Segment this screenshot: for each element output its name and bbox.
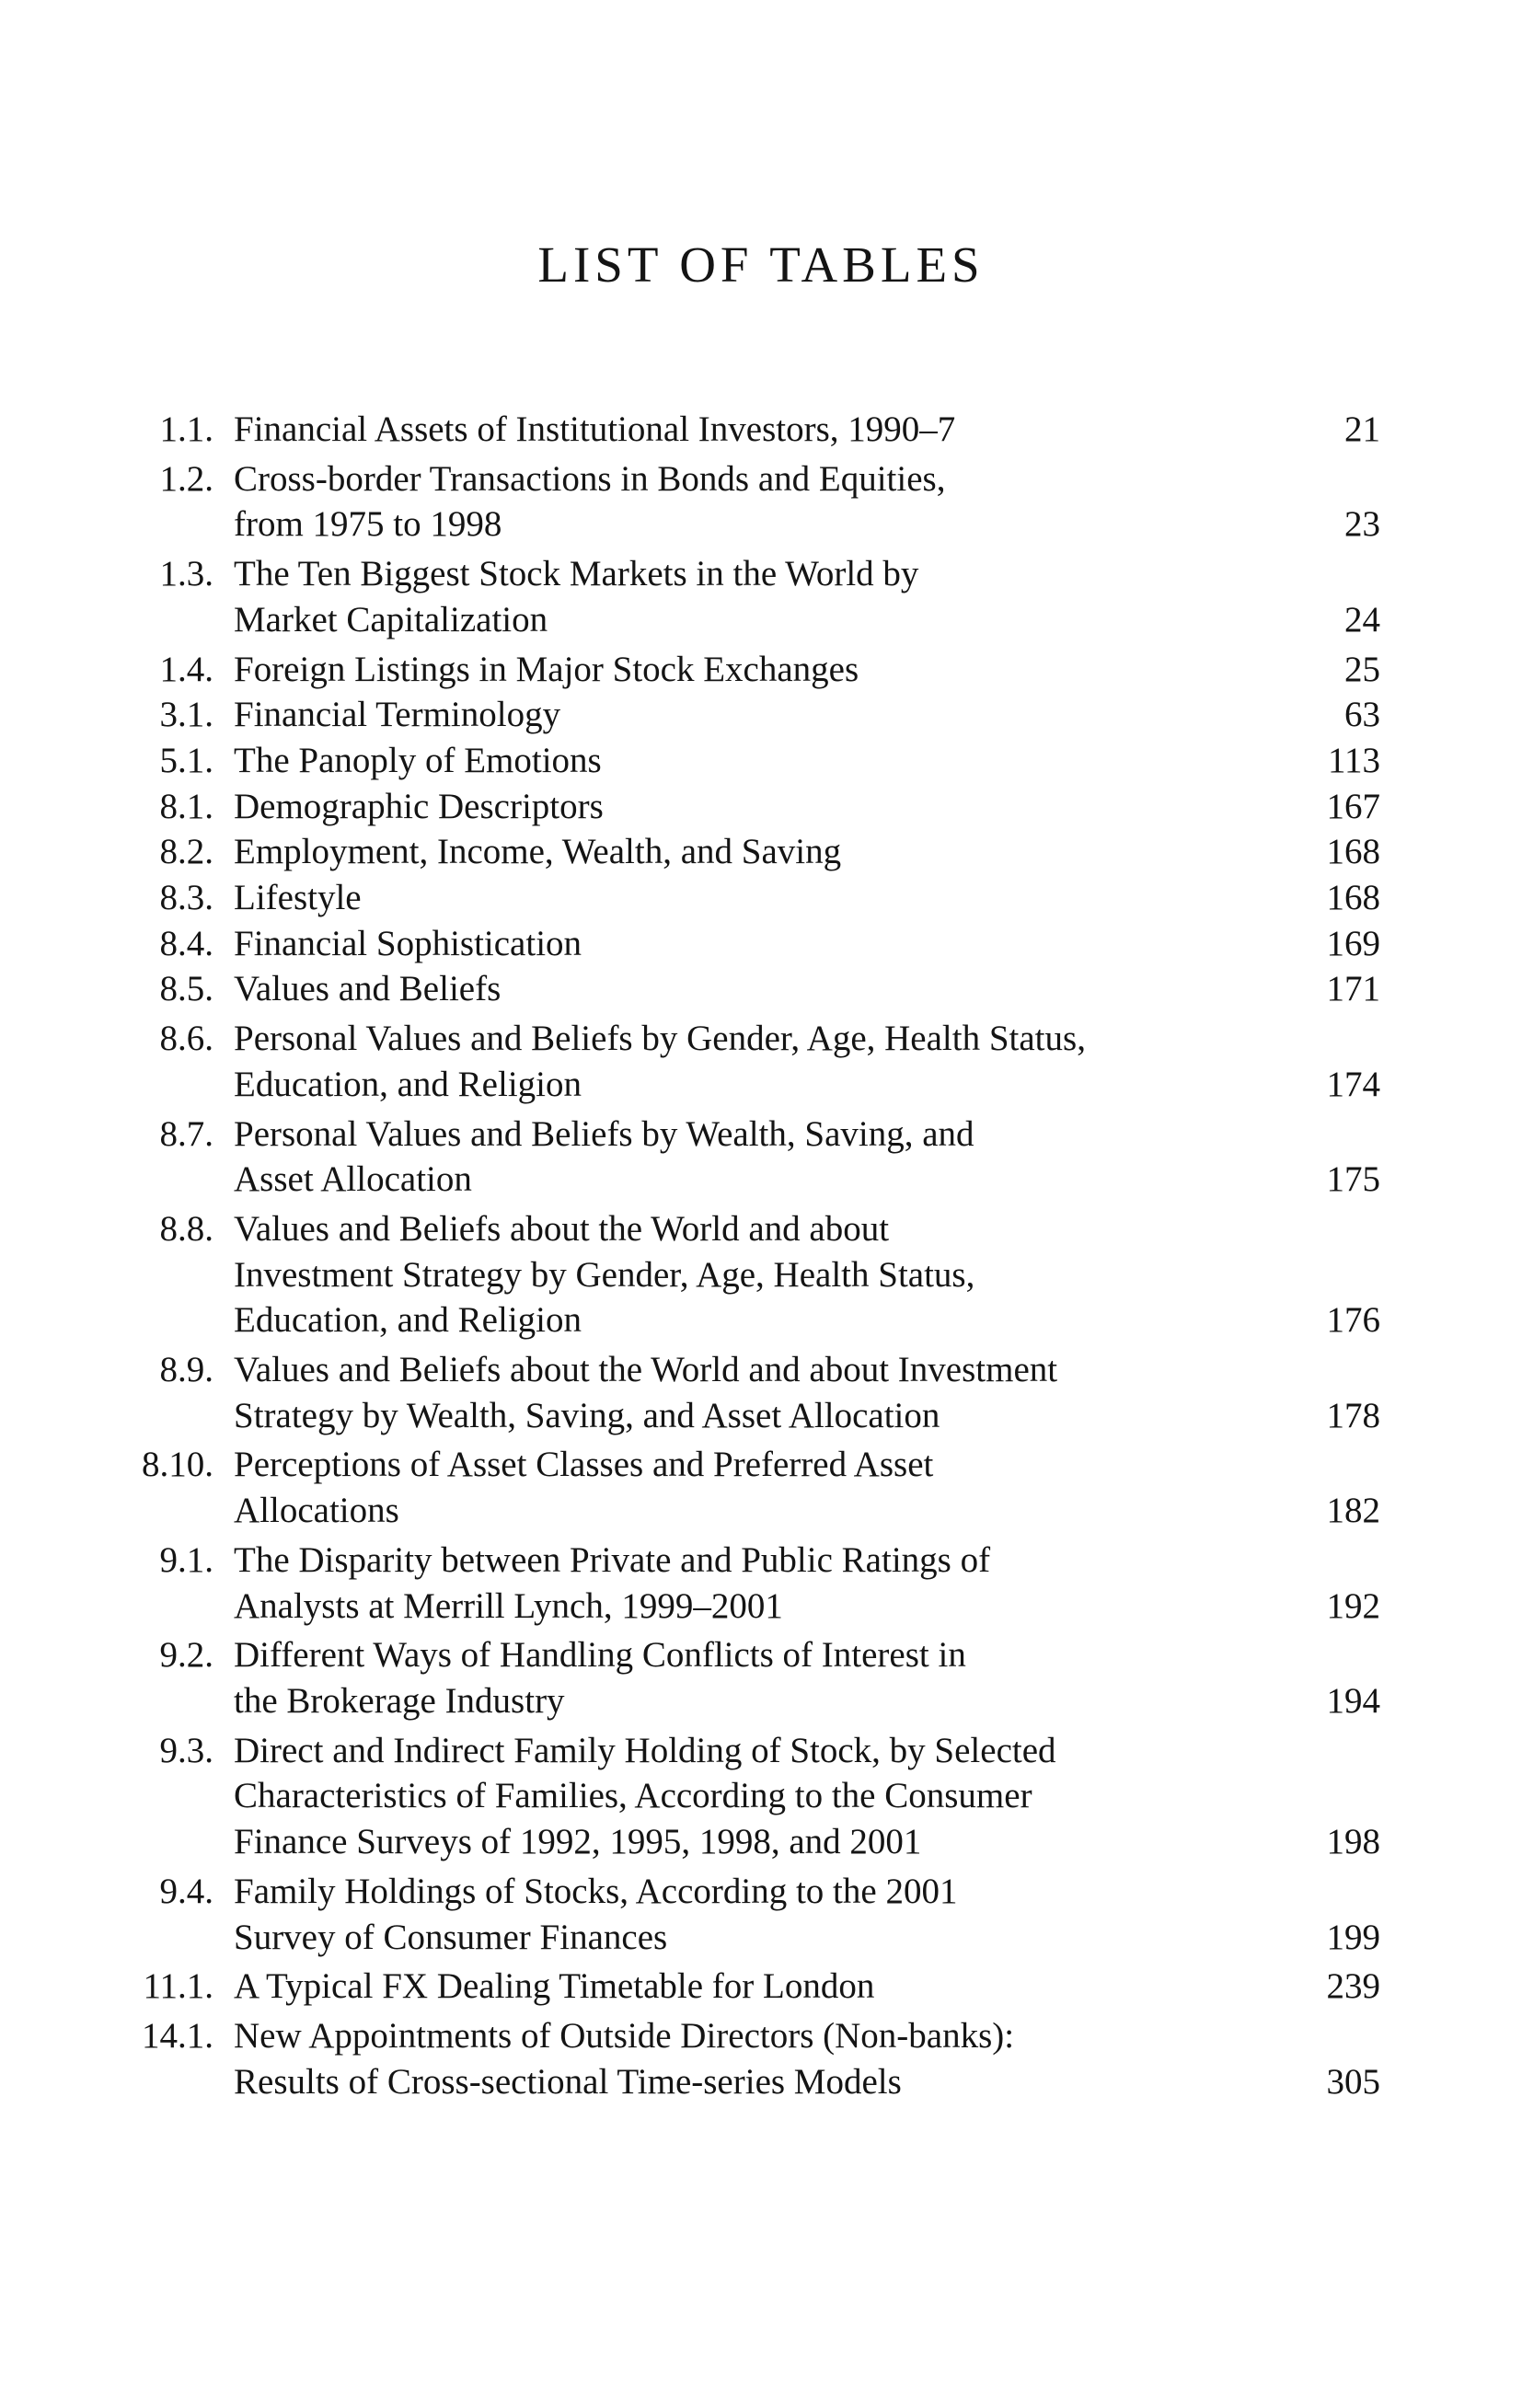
table-title [234, 551, 1270, 642]
table-title-line: Financial Terminology [234, 695, 561, 735]
page-number: 63 [1344, 695, 1380, 735]
table-title-line: Characteristics of Families, According to the Consumer [234, 1776, 1032, 1816]
table-title-line: Results of Cross-sectional Time-series Models [234, 2061, 902, 2102]
table-number: 3.1. [159, 695, 213, 735]
table-title [234, 1347, 1270, 1438]
table-title [234, 2013, 1270, 2104]
table-entry [120, 1869, 1380, 1960]
table-title-line: The Ten Biggest Stock Markets in the World by [234, 554, 919, 594]
table-entry [120, 784, 1380, 830]
table-title-line: The Panoply of Emotions [234, 740, 602, 780]
page-number: 239 [1326, 1966, 1380, 2007]
table-title-line: Different Ways of Handling Conflicts of Interest in [234, 1635, 966, 1676]
table-entry [120, 1206, 1380, 1343]
table-title [234, 1632, 1270, 1723]
table-title [234, 784, 1270, 830]
table-title-line: Direct and Indirect Family Holding of Stock, by Selected [234, 1730, 1056, 1770]
table-title [234, 1442, 1270, 1533]
table-number: 1.4. [159, 649, 213, 689]
table-title [234, 692, 1270, 738]
table-entry [120, 1964, 1380, 2010]
table-title [234, 1016, 1270, 1107]
list-of-tables [120, 407, 1380, 2108]
table-title-line: Asset Allocation [234, 1159, 472, 1200]
page-number: 171 [1326, 969, 1380, 1009]
table-title-line: Education, and Religion [234, 1300, 582, 1341]
table-number: 1.2. [159, 458, 213, 499]
table-title-line: Financial Sophistication [234, 923, 582, 963]
page-number: 194 [1326, 1680, 1380, 1721]
page-number: 169 [1326, 923, 1380, 963]
table-entry [120, 1347, 1380, 1438]
table-title-line: Family Holdings of Stocks, According to the 2001 [234, 1871, 958, 1911]
page-number: 168 [1326, 832, 1380, 872]
page-number: 24 [1344, 599, 1380, 639]
table-number: 8.3. [159, 878, 213, 918]
table-entry [120, 738, 1380, 784]
table-title-line: Foreign Listings in Major Stock Exchanges [234, 649, 859, 689]
table-entry [120, 407, 1380, 453]
table-number: 8.4. [159, 923, 213, 963]
page-title: LIST OF TABLES [537, 236, 985, 293]
table-entry [120, 1632, 1380, 1723]
page-number: 199 [1326, 1917, 1380, 1957]
table-number: 5.1. [159, 740, 213, 780]
page-number: 167 [1326, 786, 1380, 826]
page-number: 198 [1326, 1822, 1380, 1862]
page-number: 21 [1344, 409, 1380, 449]
table-title-line: Market Capitalization [234, 599, 548, 639]
table-title [234, 1869, 1270, 1960]
table-title-line: Values and Beliefs [234, 969, 502, 1009]
table-title-line: Cross-border Transactions in Bonds and Equities, [234, 458, 946, 499]
table-title [234, 921, 1270, 967]
table-number: 8.2. [159, 832, 213, 872]
table-title-line: The Disparity between Private and Public Ratings of [234, 1539, 991, 1580]
page-number: 174 [1326, 1064, 1380, 1104]
table-title-line: Demographic Descriptors [234, 786, 604, 826]
table-entry [120, 647, 1380, 693]
page-number: 192 [1326, 1585, 1380, 1626]
table-number: 14.1. [142, 2015, 213, 2056]
table-title-line: Strategy by Wealth, Saving, and Asset Allocation [234, 1395, 940, 1435]
table-title-line: Allocations [234, 1491, 399, 1531]
page-number: 178 [1326, 1395, 1380, 1435]
table-number: 9.3. [159, 1730, 213, 1770]
table-title [234, 738, 1270, 784]
table-entry [120, 551, 1380, 642]
table-number: 1.3. [159, 554, 213, 594]
table-number: 9.2. [159, 1635, 213, 1676]
table-entry [120, 692, 1380, 738]
table-number: 8.7. [159, 1113, 213, 1154]
table-title-line: Values and Beliefs about the World and about Investment [234, 1350, 1058, 1390]
table-title-line: Finance Surveys of 1992, 1995, 1998, and 2001 [234, 1822, 922, 1862]
table-title-line: Personal Values and Beliefs by Wealth, Saving, and [234, 1113, 974, 1154]
table-entry [120, 1728, 1380, 1865]
table-title-line: Values and Beliefs about the World and about [234, 1208, 890, 1249]
table-title [234, 647, 1270, 693]
page-number: 113 [1327, 740, 1380, 780]
table-title [234, 407, 1270, 453]
table-title-line: Analysts at Merrill Lynch, 1999–2001 [234, 1585, 783, 1626]
table-title-line: Survey of Consumer Finances [234, 1917, 668, 1957]
page-number: 305 [1326, 2061, 1380, 2102]
table-title [234, 456, 1270, 547]
table-title-line: A Typical FX Dealing Timetable for London [234, 1966, 875, 2007]
page-number: 168 [1326, 878, 1380, 918]
table-number: 8.8. [159, 1208, 213, 1249]
table-number: 1.1. [159, 409, 213, 449]
page-number: 23 [1344, 504, 1380, 545]
table-number: 8.1. [159, 786, 213, 826]
table-title [234, 1964, 1270, 2010]
table-title [234, 966, 1270, 1012]
table-title-line: Financial Assets of Institutional Investors, 1990–7 [234, 409, 956, 449]
table-entry [120, 875, 1380, 921]
table-title-line: Employment, Income, Wealth, and Saving [234, 832, 842, 872]
table-title [234, 1206, 1270, 1343]
page-number: 25 [1344, 649, 1380, 689]
table-title [234, 875, 1270, 921]
table-entry [120, 1112, 1380, 1203]
page-number: 176 [1326, 1300, 1380, 1341]
table-title [234, 1112, 1270, 1203]
table-entry [120, 1538, 1380, 1629]
table-title [234, 1728, 1270, 1865]
table-title-line: Perceptions of Asset Classes and Preferred Asset [234, 1445, 934, 1485]
table-title-line: the Brokerage Industry [234, 1680, 565, 1721]
table-title [234, 1538, 1270, 1629]
table-entry [120, 2013, 1380, 2104]
table-entry [120, 966, 1380, 1012]
table-title-line: Lifestyle [234, 878, 362, 918]
table-title-line: New Appointments of Outside Directors (Non-banks): [234, 2015, 1015, 2056]
table-title-line: Investment Strategy by Gender, Age, Health Status, [234, 1254, 975, 1295]
table-title-line: Personal Values and Beliefs by Gender, Age, Health Status, [234, 1019, 1086, 1059]
table-entry [120, 1016, 1380, 1107]
page-number: 175 [1326, 1159, 1380, 1200]
table-number: 8.9. [159, 1350, 213, 1390]
page-number: 182 [1326, 1491, 1380, 1531]
table-number: 8.10. [142, 1445, 213, 1485]
table-title-line: from 1975 to 1998 [234, 504, 502, 545]
table-number: 9.4. [159, 1871, 213, 1911]
table-number: 11.1. [143, 1966, 213, 2007]
table-entry [120, 456, 1380, 547]
table-number: 8.5. [159, 969, 213, 1009]
table-title-line: Education, and Religion [234, 1064, 582, 1104]
table-number: 8.6. [159, 1019, 213, 1059]
table-entry [120, 921, 1380, 967]
table-entry [120, 829, 1380, 875]
table-title [234, 829, 1270, 875]
table-entry [120, 1442, 1380, 1533]
table-number: 9.1. [159, 1539, 213, 1580]
